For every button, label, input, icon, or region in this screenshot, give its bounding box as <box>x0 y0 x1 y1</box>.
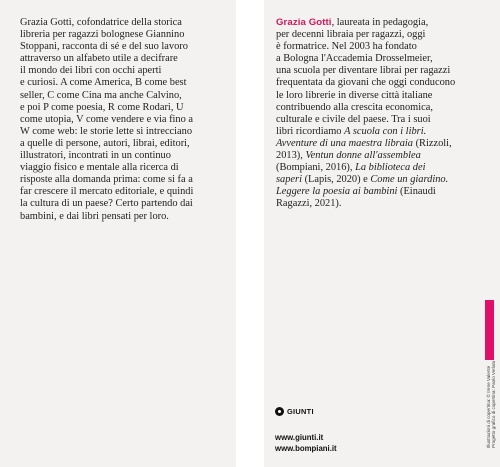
bio-line: Ragazzi, 2021). <box>276 198 342 210</box>
synopsis-line: W come web: le storie lette si intrecciano <box>20 125 193 137</box>
synopsis-line: a quelle di persone, autori, librai, editori, <box>20 137 190 149</box>
bio-line: a Bologna l'Accademia Drosselmeier, <box>276 53 433 65</box>
book-title: Ventun donne all'assemblea <box>305 150 421 162</box>
book-title: Come un giardino. <box>370 174 449 186</box>
fold-gutter <box>236 0 264 467</box>
author-bio <box>276 17 455 211</box>
publisher-logo <box>275 407 314 416</box>
synopsis-line: attraverso un alfabeto utile a decifrare <box>20 53 178 65</box>
bio-line <box>276 126 455 138</box>
publisher-url-bompiani[interactable]: www.bompiani.it <box>275 444 337 453</box>
bio-text: (Lapis, 2020) e <box>301 174 371 186</box>
book-title: A scuola con i libri. <box>344 125 427 137</box>
bio-line <box>276 162 455 174</box>
bio-text: libri ricordiamo <box>276 125 345 137</box>
bio-line: le loro librerie in diverse città italiane <box>276 89 433 101</box>
cover-credits <box>486 361 497 448</box>
synopsis-line: Stoppani, racconta di sé e del suo lavoro <box>20 41 188 53</box>
bio-text: 2013), <box>276 150 306 162</box>
synopsis-line: e poi P come poesia, R come Rodari, U <box>20 101 184 113</box>
bio-line <box>276 174 455 186</box>
publisher-url-giunti[interactable]: www.giunti.it <box>275 433 324 442</box>
synopsis-line: come utopia, V come vendere e via fino a <box>20 113 194 125</box>
synopsis-line: libreria per ragazzi bolognese Giannino <box>20 29 185 41</box>
synopsis-line: seller, C come Cina ma anche Calvino, <box>20 89 182 101</box>
bio-text: , laureata in pedagogia, <box>331 17 429 28</box>
synopsis-line: far crescere il mercato editoriale, e quindi <box>20 186 194 198</box>
bio-line: contribuendo alla crescita economica, <box>276 101 433 113</box>
book-title: Avventure di una maestra libraia <box>276 137 413 149</box>
bio-line <box>276 17 455 29</box>
bio-line: per decenni libraia per ragazzi, oggi <box>276 29 426 41</box>
author-name: Grazia Gotti <box>276 17 332 28</box>
book-title: saperi <box>276 174 302 186</box>
publisher-logo-text: GIUNTI <box>287 407 314 416</box>
credit-line: Illustrazioni di copertina: © Irene Valente <box>486 365 491 448</box>
bio-line: culturale e civile del paese. Tra i suoi <box>276 113 431 125</box>
bio-text: (Einaudi <box>397 186 436 198</box>
synopsis-line: la cultura di un paese? Certo partendo dai <box>20 198 193 210</box>
synopsis-line: illustratori, incontrati in un continuo <box>20 150 171 162</box>
credit-line: Progetto grafico di copertina: Paolo Verlato <box>491 360 497 448</box>
book-title: La biblioteca dei <box>355 162 426 174</box>
synopsis-line: viaggio fisico e mentale alla ricerca di <box>20 162 179 174</box>
synopsis-text <box>20 17 193 223</box>
giunti-logo-icon <box>275 407 284 416</box>
bio-line <box>276 138 455 150</box>
bio-line <box>276 186 455 198</box>
book-title: Leggere la poesia ai bambini <box>276 186 398 198</box>
synopsis-line: Grazia Gotti, cofondatrice della storica <box>20 17 182 28</box>
synopsis-line: il mondo dei libri con occhi aperti <box>20 65 162 77</box>
bio-line: è formatrice. Nel 2003 ha fondato <box>276 41 417 53</box>
synopsis-line: risposte alla domanda prima: come si fa a <box>20 174 193 186</box>
bio-line <box>276 150 455 162</box>
accent-bar <box>485 300 494 360</box>
bio-text: (Bompiani, 2016), <box>276 162 356 174</box>
bio-line: frequentata da giovani che oggi conducono <box>276 77 456 89</box>
bio-line: una scuola per diventare librai per ragazzi <box>276 65 451 77</box>
bio-text: (Rizzoli, <box>413 137 452 149</box>
synopsis-line: bambini, e dai libri pensati per loro. <box>20 210 169 222</box>
synopsis-line: e curiosi. A come America, B come best <box>20 77 187 89</box>
